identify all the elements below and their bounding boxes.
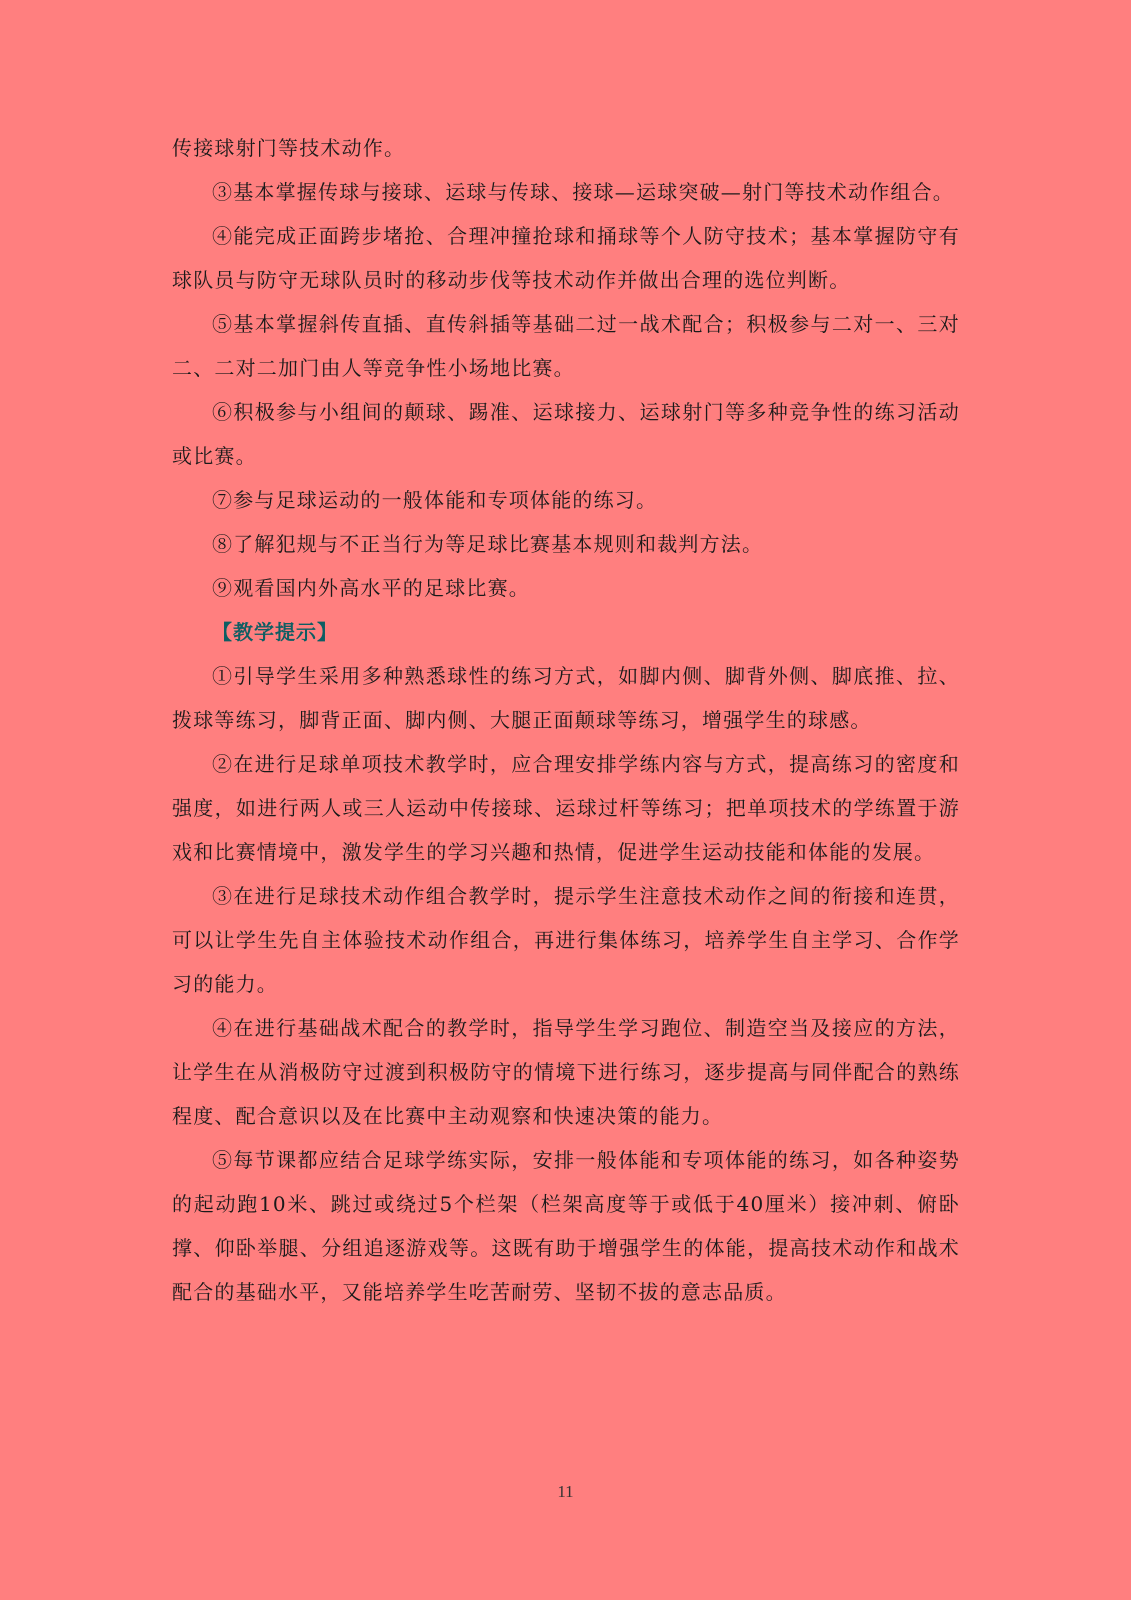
paragraph: 传接球射门等技术动作。: [172, 136, 406, 160]
document-body: [172, 126, 960, 1314]
paragraph: ④在进行基础战术配合的教学时，指导学生学习跑位、制造空当及接应的方法，让学生在从消极防守过渡到积极防守的情境下进行练习，逐步提高与同伴配合的熟练程度、配合意识以及在比赛中主动观察和快速决策的能力。: [172, 1016, 960, 1128]
paragraph: ②在进行足球单项技术教学时，应合理安排学练内容与方式，提高练习的密度和强度，如进行两人或三人运动中传接球、运球过杆等练习；把单项技术的学练置于游戏和比赛情境中，激发学生的学习兴趣和热情，促进学生运动技能和体能的发展。: [172, 752, 960, 864]
paragraph: ⑤基本掌握斜传直插、直传斜插等基础二过一战术配合；积极参与二对一、三对二、二对二加门由人等竞争性小场地比赛。: [172, 312, 960, 380]
paragraph: ⑥积极参与小组间的颠球、踢准、运球接力、运球射门等多种竞争性的练习活动或比赛。: [172, 400, 960, 468]
paragraph: ⑧了解犯规与不正当行为等足球比赛基本规则和裁判方法。: [212, 532, 764, 556]
paragraph: ⑦参与足球运动的一般体能和专项体能的练习。: [212, 488, 658, 512]
section-heading: 【教学提示】: [212, 620, 338, 644]
paragraph: ①引导学生采用多种熟悉球性的练习方式，如脚内侧、脚背外侧、脚底推、拉、拨球等练习，脚背正面、脚内侧、大腿正面颠球等练习，增强学生的球感。: [172, 664, 960, 732]
page-number: 11: [557, 1482, 574, 1501]
paragraph: ④能完成正面跨步堵抢、合理冲撞抢球和捅球等个人防守技术；基本掌握防守有球队员与防守无球队员时的移动步伐等技术动作并做出合理的选位判断。: [172, 224, 960, 292]
paragraph: ③基本掌握传球与接球、运球与传球、接球—运球突破—射门等技术动作组合。: [212, 180, 954, 204]
paragraph: ③在进行足球技术动作组合教学时，提示学生注意技术动作之间的衔接和连贯，可以让学生先自主体验技术动作组合，再进行集体练习，培养学生自主学习、合作学习的能力。: [172, 884, 960, 996]
paragraph: ⑤每节课都应结合足球学练实际，安排一般体能和专项体能的练习，如各种姿势的起动跑10米、跳过或绕过5个栏架（栏架高度等于或低于40厘米）接冲刺、俯卧撑、仰卧举腿、分组追逐游戏等。这既有助于增强学生的体能，提高技术动作和战术配合的基础水平，又能培养学生吃苦耐劳、坚韧不拔的意志品质。: [172, 1148, 960, 1304]
paragraph: ⑨观看国内外高水平的足球比赛。: [212, 576, 530, 600]
